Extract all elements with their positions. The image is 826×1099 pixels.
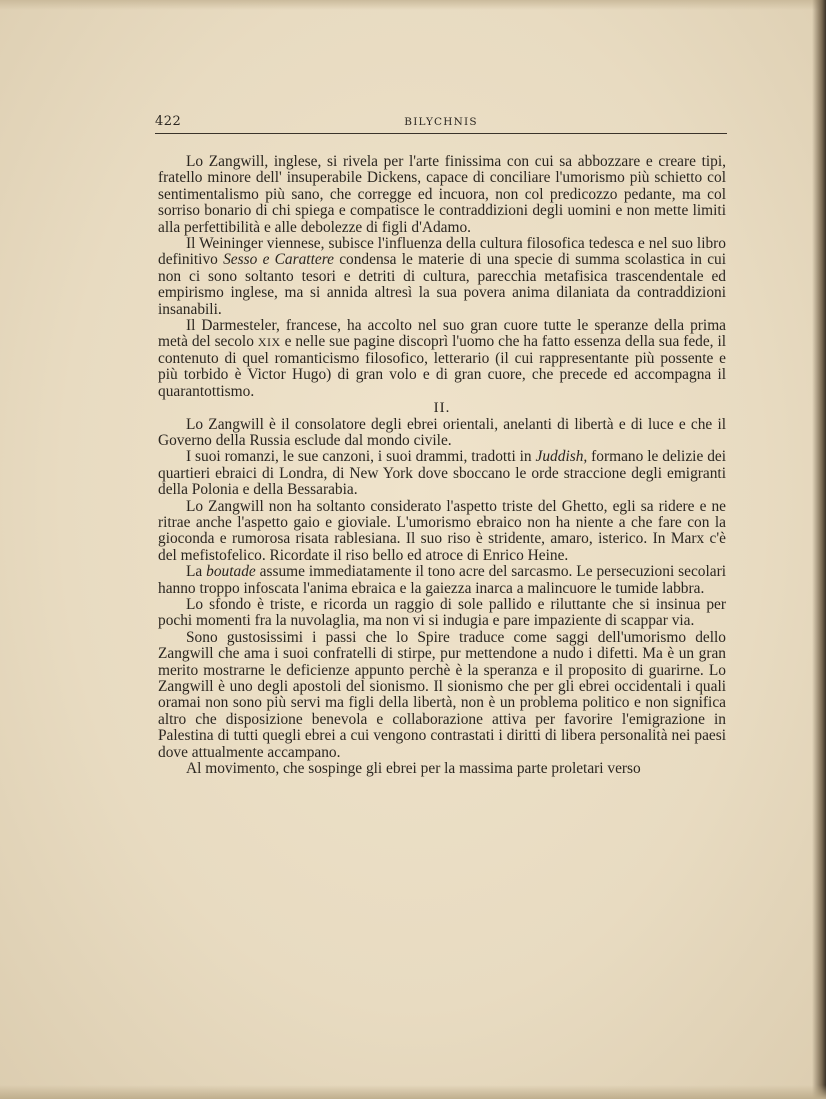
page-right-edge <box>812 0 826 1099</box>
header-rule <box>155 133 727 134</box>
page-number: 422 <box>155 114 182 129</box>
running-header <box>155 114 727 134</box>
language-juddish: Juddish, <box>535 448 588 466</box>
paragraph-ghetto: Lo Zangwill non ha soltanto considerato l'aspetto triste del Ghetto, egli sa ridere e ne ritrae anche l'aspetto gaio e gioviale. L'umorismo ebraico non ha niente a che fare con la gioconda e rumorosa risata rablesiana. Il suo riso è stridente, amaro, isterico. In Marx c'è del mefistofelico. Ricordate il riso bello ed atroce di Enrico Heine. <box>158 497 726 564</box>
paragraph-movimento: Al movimento, che sospinge gli ebrei per la massima parte proletari verso <box>186 760 641 778</box>
book-title-sesso-e-carattere: Sesso e Carattere <box>223 251 334 269</box>
century-numeral: XIX <box>257 335 281 350</box>
paragraph-consolatore: Lo Zangwill è il consolatore degli ebrei orientali, anelanti di libertà e di luce e che il Governo della Russia esclude dal mondo civile. <box>158 415 726 449</box>
page-top-edge <box>0 0 826 10</box>
section-heading-ii: II. <box>433 400 451 417</box>
body-text <box>158 154 726 777</box>
paragraph-sfondo: Lo sfondo è triste, e ricorda un raggio di sole pallido e riluttante che si insinua per pochi momenti fra la nuvolaglia, ma non vi si indugia e pare impaziente di scappar via. <box>158 595 726 630</box>
paragraph-boutade: La boutade assume immediatamente il tono acre del sarcasmo. Le persecuzioni secolari hanno troppo infoscata l'anima ebraica e la gaiezza inarca a malincuore le tumide labbra. <box>158 563 726 597</box>
paragraph-darmesteler: Il Darmesteler, francese, ha accolto nel suo gran cuore tutte le speranze della prima metà del secolo XIX e nelle sue pagine discoprì l'uomo che ha fatto essenza della sua fede, il contenuto di quel romanticismo filosofico, letterario (il cui rappresentante più possente e più torbido è Victor Hugo) di gran volo e di gran cuore, che precede ed accompagna il quarantottismo. <box>158 317 727 400</box>
page-bottom-edge <box>0 1085 826 1099</box>
word-boutade: boutade <box>206 563 256 581</box>
paragraph-spire: Sono gustosissimi i passi che lo Spire traduce come saggi dell'umorismo dello Zangwill che ama i suoi confratelli di stirpe, pur mettendone a nudo i difetti. Ma è un gran merito mostrarne le deficienze appunto perchè è la speranza e il proposito di guarirne. Lo Zangwill è uno degli apostoli del sionismo. Il sionismo che per gli ebrei occidentali i quali oramai non sono più servi ma figli della libertà, non è un problema politico e non significa altro che disposizione benevola e collaborazione attiva per favorire l'emigrazione in Palestina di tutti quegli ebrei a cui vengono contrastati i diritti di libera personalità nei paesi dove attualmente accampano. <box>158 628 726 761</box>
running-title: BILYCHNIS <box>404 116 478 128</box>
paragraph-zangwill-intro: Lo Zangwill, inglese, si rivela per l'arte finissima con cui sa abbozzare e creare tipi, fratello minore dell' insuperabile Dickens, capace di conciliare l'umorismo più schietto col sentimentalismo più sano, che corregge ed incuora, non col predicozzo pedante, ma col sorriso bonario di chi spiega e compatisce le contraddizioni degli uomini e non mette limiti alla perfettibilità e alle debolezze di figli d'Adamo. <box>158 153 726 236</box>
paragraph-weininger: Il Weininger viennese, subisce l'influenza della cultura filosofica tedesca e nel suo libro definitivo Sesso e Carattere condensa le materie di una specie di summa scolastica in cui non ci sono soltanto tesori e detriti di cultura, parecchia metafisica trascendentale ed empirismo inglese, ma si annida altresì la sua povera anima dilaniata da contraddizioni insanabili. <box>158 235 726 318</box>
paragraph-romanzi: I suoi romanzi, le sue canzoni, i suoi drammi, tradotti in Juddish, formano le delizie dei quartieri ebraici di Londra, di New York dove sboccano le orde straccione degli emigranti della Polonia e della Bessarabia. <box>158 448 726 499</box>
